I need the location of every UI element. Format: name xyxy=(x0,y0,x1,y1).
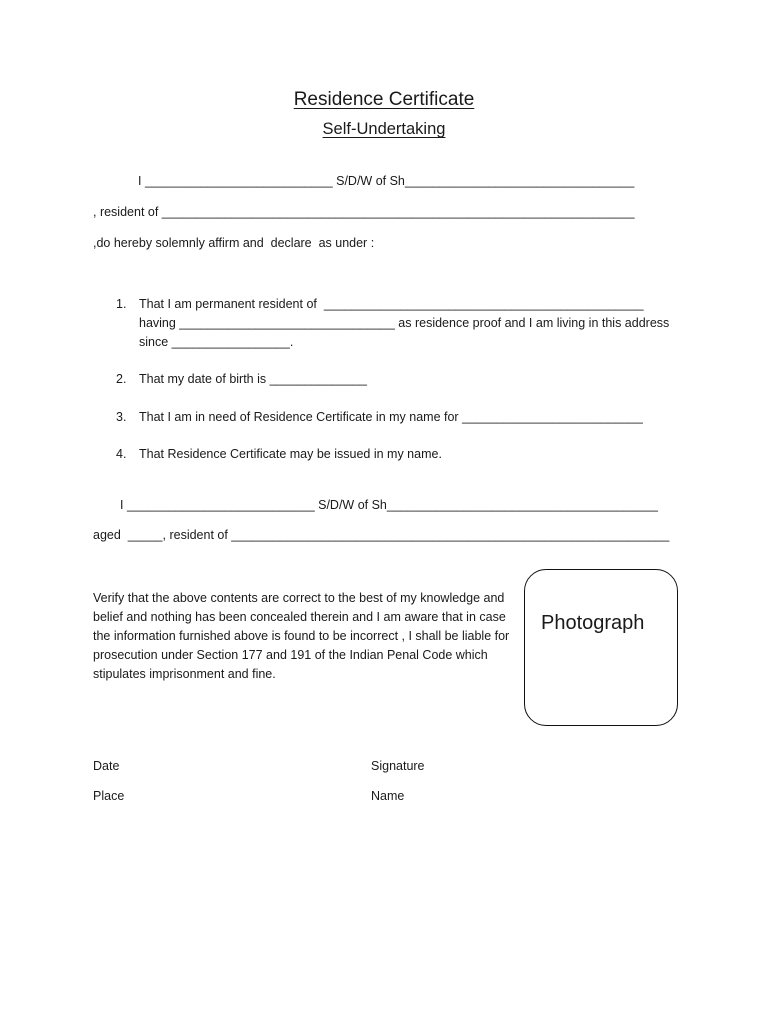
item-number: 3. xyxy=(116,410,127,424)
intro-applicant-line: I ___________________________ S/D/W of Sh_________________________________ xyxy=(138,174,635,188)
place-label: Place xyxy=(93,789,125,803)
item-number: 2. xyxy=(116,372,127,386)
item-4-line-1: That Residence Certificate may be issued in my name. xyxy=(139,447,442,461)
item-3-line-1: That I am in need of Residence Certificate in my name for __________________________ xyxy=(139,410,643,424)
intro-residence-line: , resident of ____________________________________________________________________ xyxy=(93,205,635,219)
item-2-line-1: That my date of birth is ______________ xyxy=(139,372,367,386)
signature-label: Signature xyxy=(371,759,425,773)
item-1-line-2: having _______________________________ as residence proof and I am living in this address xyxy=(139,316,670,330)
date-label: Date xyxy=(93,759,120,773)
photograph-label: Photograph xyxy=(541,612,645,634)
item-1-line-3: since _________________. xyxy=(139,335,294,349)
item-number: 4. xyxy=(116,447,127,461)
item-number: 1. xyxy=(116,297,127,311)
declaration-applicant-line: I ___________________________ S/D/W of Sh_______________________________________ xyxy=(120,498,659,512)
intro-affirm-line: ,do hereby solemnly affirm and declare as under : xyxy=(93,236,375,250)
document-subtitle: Self-Undertaking xyxy=(322,120,446,138)
name-label: Name xyxy=(371,789,405,803)
verification-paragraph: Verify that the above contents are correct to the best of my knowledge and belief and nothing has been concealed therein and I am aware that in case the information furnished above is found to be incorrect , I shall be liable for prosecution under Section 177 and 191 of the Indian Penal Code which stipulates imprisonment and fine. xyxy=(93,591,510,681)
document-title: Residence Certificate xyxy=(293,89,475,110)
declaration-age-residence-line: aged _____, resident of _______________________________________________________________ xyxy=(93,528,670,542)
photograph-box xyxy=(524,569,678,726)
item-1-line-1: That I am permanent resident of ______________________________________________ xyxy=(139,297,644,311)
